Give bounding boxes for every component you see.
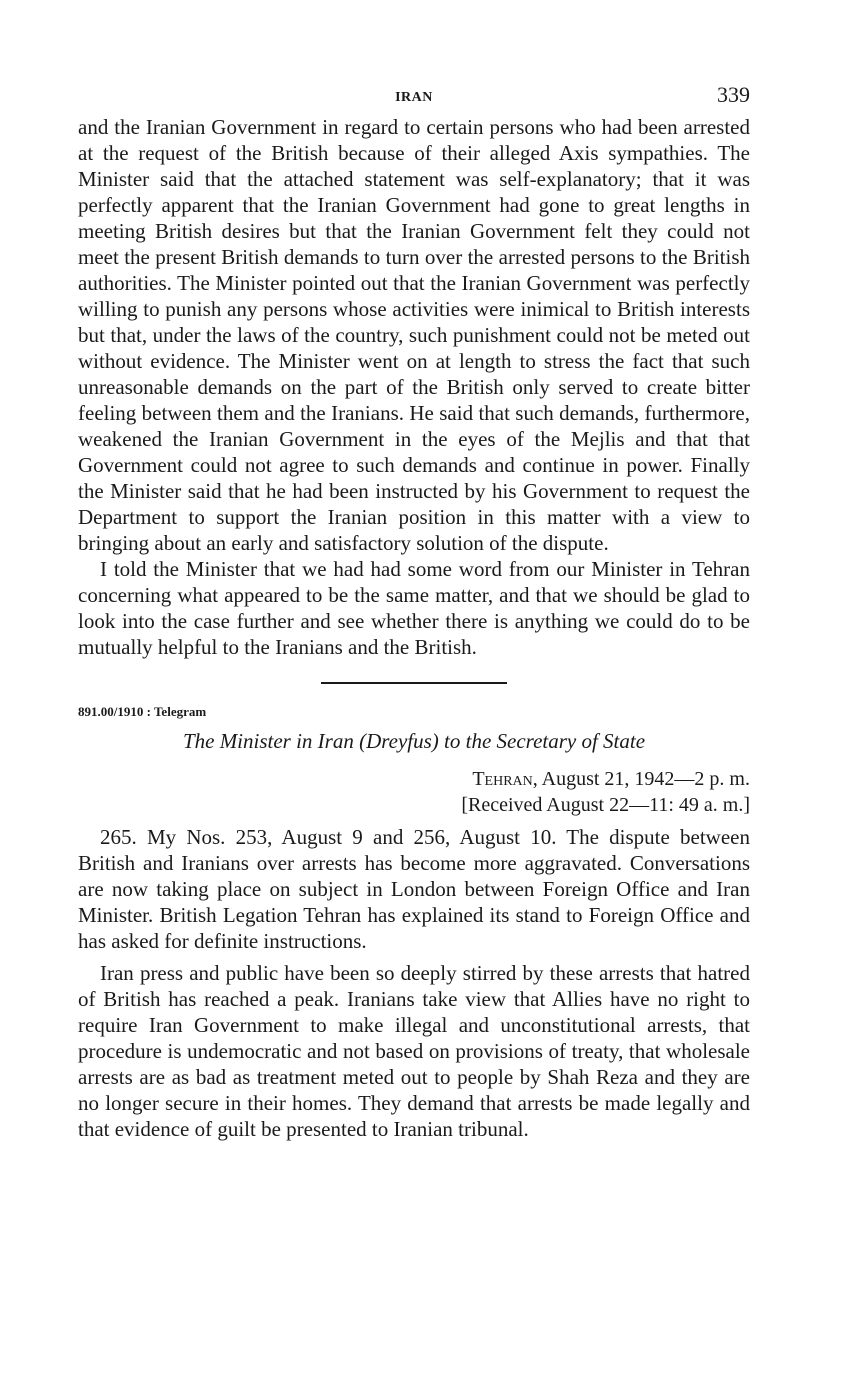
file-reference: 891.00/1910 : Telegram (78, 704, 207, 719)
body-paragraph: Iran press and public have been so deeply stirred by these arrests that hatred of British has reached a peak. Iranians take view that Allies have no right to require Iran Government to make illegal and unconstitutional arrests, that procedure is undemocratic and not based on provisions of treaty, that wholesale arrests are as bad as treatment meted out to people by Shah Reza and they are no longer secure in their homes. They demand that arrests be made legally and that evidence of guilt be presented to Iranian tribunal. (78, 961, 750, 1141)
document-page (78, 78, 750, 1142)
body-paragraph: 265. My Nos. 253, August 9 and 256, August 10. The dispute between British and Iranians over arrests has become more aggravated. Conversations are now taking place on subject in London between Foreign Office and Iran Minister. British Legation Tehran has explained its stand to Foreign Office and has asked for definite instructions. (78, 825, 750, 953)
running-head: IRAN (395, 90, 433, 105)
body-paragraph: and the Iranian Government in regard to certain persons who had been arrested at the request of the British because of their alleged Axis sympathies. The Minister said that the attached statement was self-explanatory; that it was perfectly apparent that the Iranian Government had gone to great lengths in meeting British desires but that the Iranian Government felt they could not meet the present British demands to turn over the arrested persons to the British authorities. The Minister pointed out that the Iranian Government was perfectly willing to punish any persons whose activities were inimical to British interests but that, under the laws of the country, such punishment could not be meted out without evidence. The Minister went on at length to stress the fact that such unreasonable demands on the part of the British only served to create bitter feeling between them and the Iranians. He said that such demands, furthermore, weakened the Iranian Government in the eyes of the Mejlis and that that Government could not agree to such demands and continue in power. Finally the Minister said that he had been instructed by his Government to request the Department to support the Iranian position in this matter with a view to bringing about an early and satisfactory solution of the dispute. (78, 115, 750, 555)
dateline-date: , August 21, 1942—2 p. m. (532, 768, 750, 790)
received-note: [Received August 22—11: 49 a. m.] (461, 794, 750, 816)
dateline (78, 766, 750, 818)
dateline-place: Tehran (472, 768, 533, 790)
body-paragraph: I told the Minister that we had had some word from our Minister in Tehran concerning what appeared to be the same matter, and that we should be glad to look into the case further and see whether there is anything we could do to be mutually helpful to the Iranians and the British. (78, 557, 750, 659)
page-header (78, 78, 750, 114)
page-number: 339 (717, 82, 750, 107)
document-title: The Minister in Iran (Dreyfus) to the Secretary of State (182, 729, 646, 753)
section-divider (321, 682, 507, 684)
